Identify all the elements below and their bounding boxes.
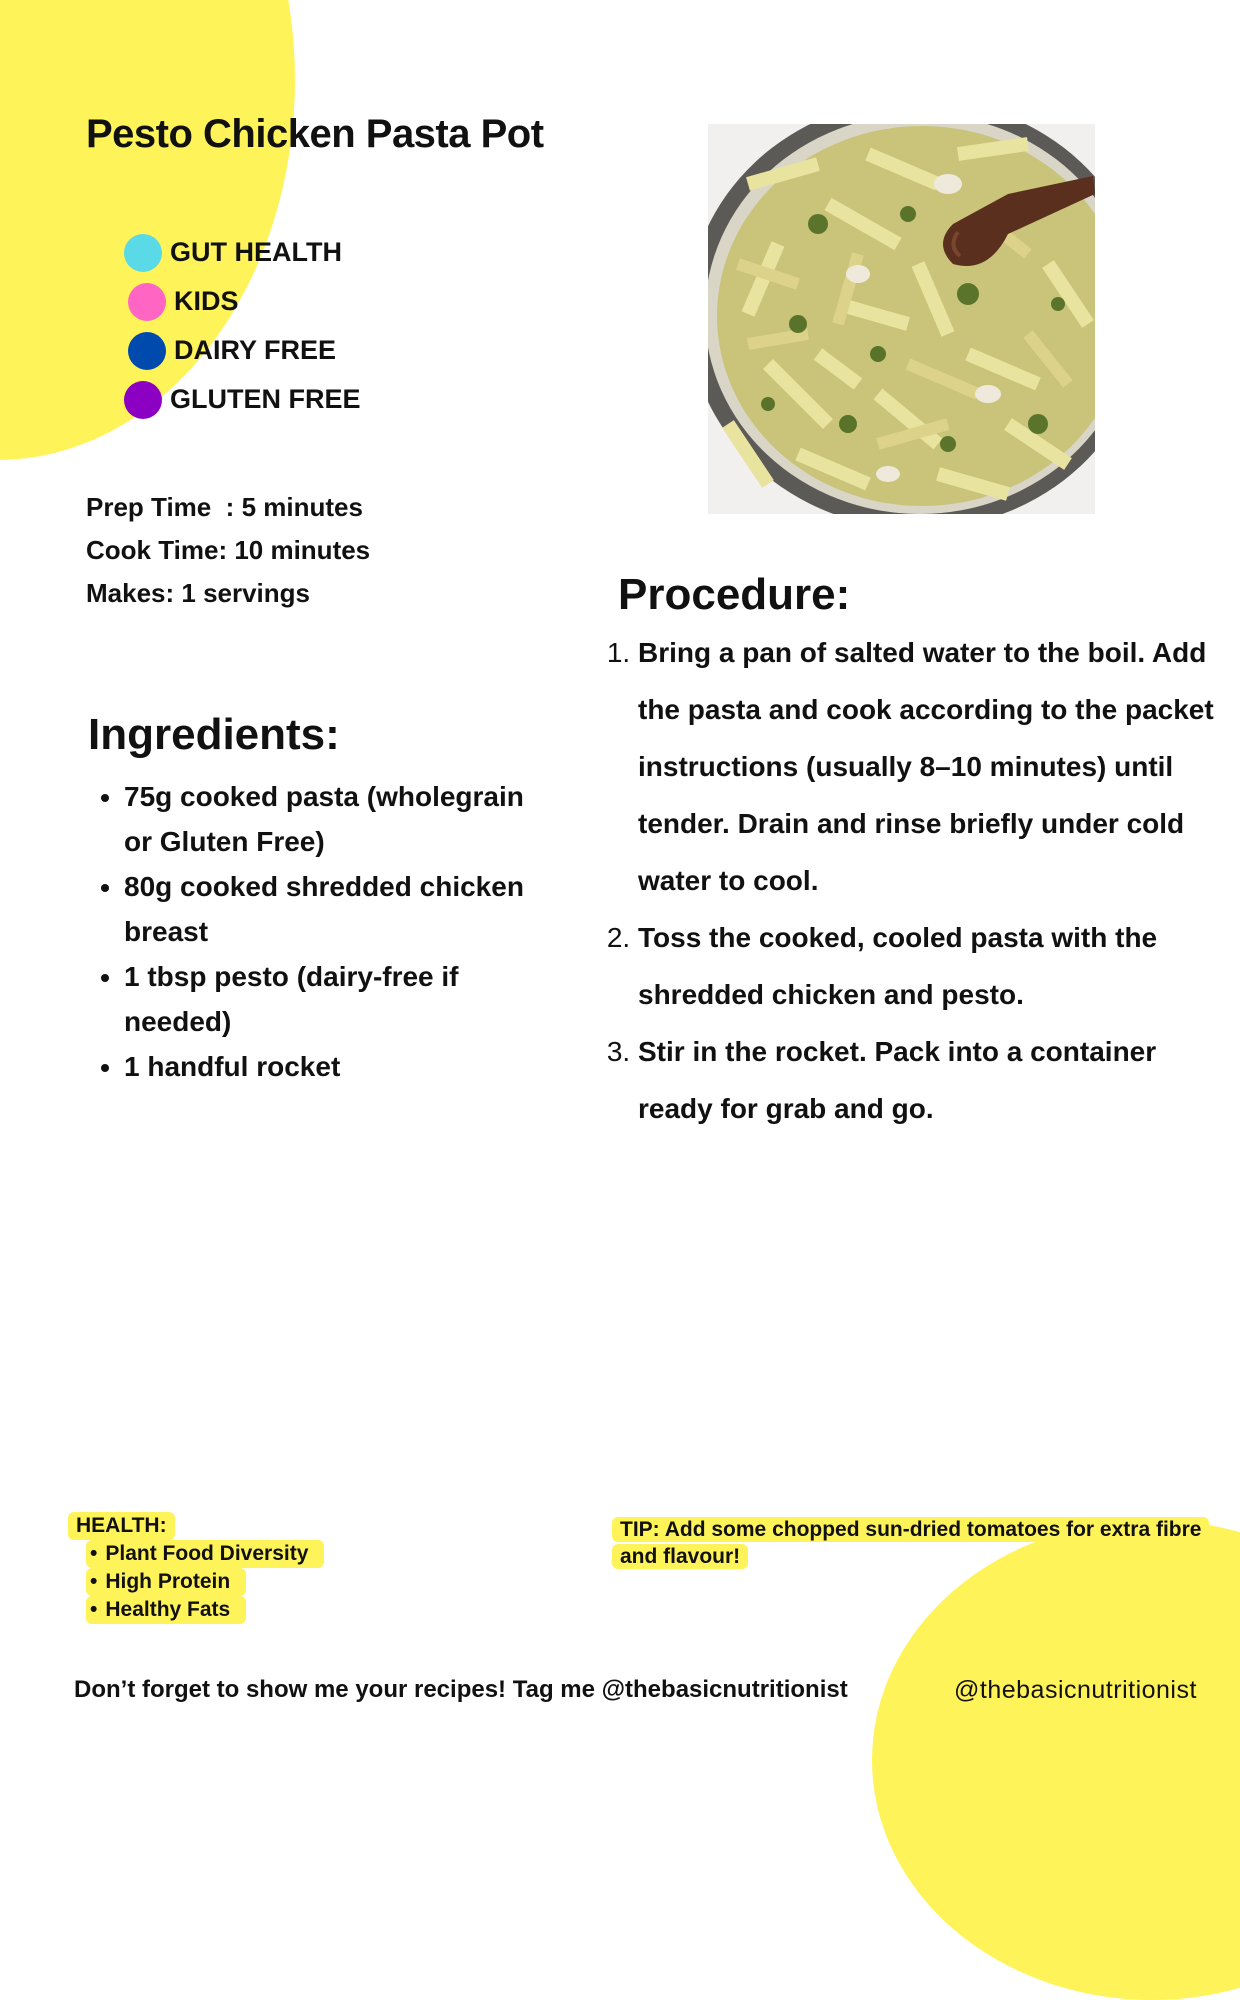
health-benefit-text <box>86 1596 246 1624</box>
health-benefits-list <box>86 1540 324 1624</box>
bullet-icon: • <box>90 1598 98 1621</box>
ingredient-item: • 1 tbsp pesto (dairy-free if needed) <box>124 954 554 1044</box>
recipe-photo <box>708 124 1095 514</box>
tag-label: GLUTEN FREE <box>170 384 361 414</box>
tag-gluten-free <box>124 375 361 424</box>
bullet-icon: • <box>90 1570 98 1593</box>
health-benefit-label: Plant Food Diversity <box>105 1542 309 1565</box>
ingredients-heading: Ingredients: <box>88 710 340 759</box>
health-benefit-text <box>86 1568 246 1596</box>
decorative-yellow-circle-bottom <box>872 1520 1240 2000</box>
health-label: HEALTH: <box>68 1512 175 1540</box>
procedure-step: 3. Stir in the rocket. Pack into a container ready for grab and go. <box>638 1023 1238 1137</box>
footer-handle: @thebasicnutritionist <box>954 1676 1197 1704</box>
tag-dot-icon <box>124 234 162 272</box>
prep-time: Prep Time : 5 minutes <box>86 492 363 522</box>
health-benefit-item <box>86 1568 324 1596</box>
health-benefit-text <box>86 1540 324 1568</box>
tag-dot-icon <box>128 332 166 370</box>
servings: Makes: 1 servings <box>86 578 311 608</box>
tag-dot-icon <box>124 381 162 419</box>
recipe-meta <box>86 486 370 615</box>
tip-callout <box>612 1516 1212 1570</box>
tag-label: DAIRY FREE <box>174 335 337 365</box>
procedure-heading: Procedure: <box>618 570 851 619</box>
diet-tags <box>124 228 361 424</box>
procedure-step: 1. Bring a pan of salted water to the boil. Add the pasta and cook according to the packet instructions (usually 8–10 minutes) until tender. Drain and rinse briefly under cold water to cool. <box>638 624 1238 909</box>
health-benefit-label: High Protein <box>105 1570 231 1593</box>
ingredients-list <box>84 774 554 1089</box>
procedure-list <box>612 624 1238 1137</box>
ingredient-item: • 75g cooked pasta (wholegrain or Gluten Free) <box>124 774 554 864</box>
health-benefit-item <box>86 1540 324 1568</box>
tip-text: TIP: Add some chopped sun-dried tomatoes for extra fibre and flavour! <box>612 1517 1209 1569</box>
bullet-icon: • <box>90 1542 98 1565</box>
tag-dairy-free <box>124 326 361 375</box>
recipe-title: Pesto Chicken Pasta Pot <box>86 112 544 156</box>
ingredient-item: • 80g cooked shredded chicken breast <box>124 864 554 954</box>
health-benefit-label: Healthy Fats <box>105 1598 231 1621</box>
footer-note: Don’t forget to show me your recipes! Tag me @thebasicnutritionist <box>74 1676 848 1703</box>
procedure-step: 2. Toss the cooked, cooled pasta with the shredded chicken and pesto. <box>638 909 1238 1023</box>
tag-kids <box>124 277 361 326</box>
pasta-pot-image <box>708 124 1095 514</box>
tag-label: GUT HEALTH <box>170 237 342 267</box>
cook-time: Cook Time: 10 minutes <box>86 535 371 565</box>
tag-label: KIDS <box>174 286 239 316</box>
health-benefit-item <box>86 1596 324 1624</box>
tag-dot-icon <box>128 283 166 321</box>
tag-gut-health <box>124 228 361 277</box>
ingredient-item: • 1 handful rocket <box>124 1044 554 1089</box>
